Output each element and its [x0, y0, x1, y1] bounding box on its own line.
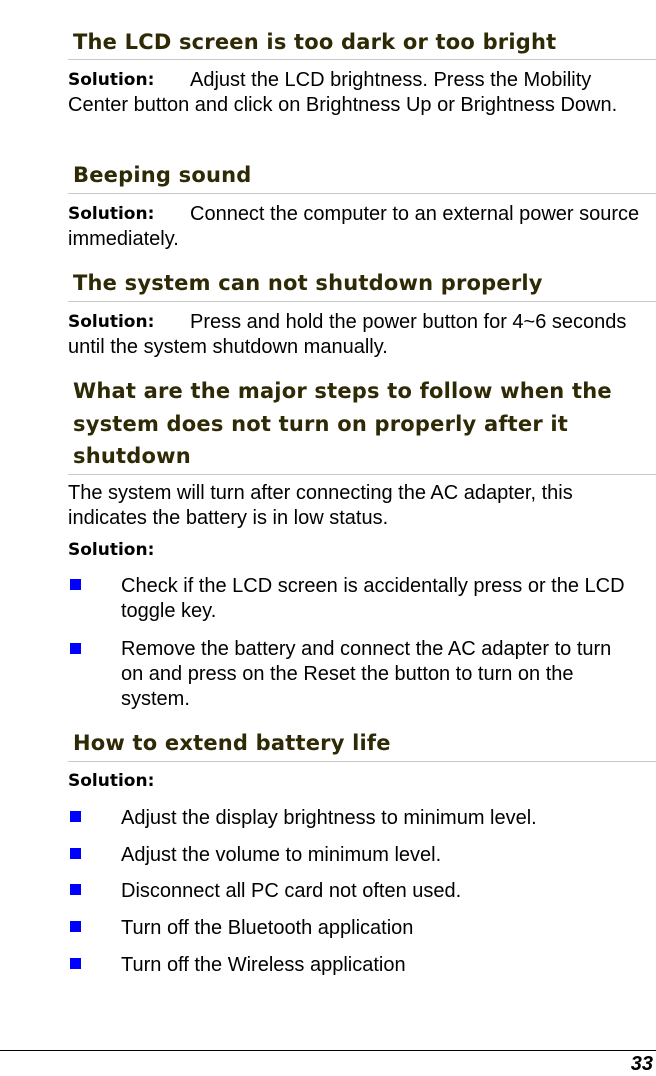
- solution-label: Solution:: [68, 312, 155, 332]
- bullet-marker: [70, 884, 81, 895]
- section-divider: [68, 193, 656, 194]
- section-divider: [68, 474, 656, 475]
- bullet-item: Turn off the Wireless application: [121, 954, 406, 976]
- solution-label: Solution:: [68, 204, 155, 224]
- solution-text-beeping: Connect the computer to an external power source immediately.: [68, 203, 640, 250]
- footer-divider: [0, 1050, 656, 1051]
- bullet-item: Check if the LCD screen is accidentally press or the LCD toggle key.: [121, 575, 625, 622]
- bullet-marker: [70, 579, 81, 590]
- bullet-item: Remove the battery and connect the AC adapter to turn on and press on the Reset the button to turn on the system.: [121, 638, 612, 710]
- page-number: 33: [630, 1053, 653, 1075]
- bullet-item: Turn off the Bluetooth application: [121, 917, 414, 939]
- bullet-marker: [70, 958, 81, 969]
- section-heading-major-steps-line1: What are the major steps to follow when the: [73, 379, 612, 403]
- bullet-item: Adjust the display brightness to minimum level.: [121, 807, 537, 829]
- section-description: The system will turn after connecting the AC adapter, this indicates the battery is in low status.: [68, 482, 573, 529]
- section-heading-battery-life: How to extend battery life: [73, 731, 391, 755]
- bullet-item: Adjust the volume to minimum level.: [121, 844, 442, 866]
- bullet-marker: [70, 643, 81, 654]
- section-heading-lcd: The LCD screen is too dark or too bright: [73, 30, 557, 54]
- bullet-marker: [70, 811, 81, 822]
- section-heading-major-steps-line3: shutdown: [73, 444, 191, 468]
- section-heading-shutdown: The system can not shutdown properly: [73, 271, 543, 295]
- section-divider: [68, 761, 656, 762]
- solution-label: Solution:: [68, 70, 155, 90]
- solution-label: Solution:: [68, 540, 155, 560]
- solution-text-shutdown: Press and hold the power button for 4~6 seconds until the system shutdown manually.: [68, 311, 627, 358]
- bullet-item: Disconnect all PC card not often used.: [121, 880, 462, 902]
- solution-text-lcd: Adjust the LCD brightness. Press the Mobility Center button and click on Brightness Up or Brightness Down.: [68, 69, 618, 116]
- section-heading-beeping: Beeping sound: [73, 163, 252, 187]
- solution-label: Solution:: [68, 771, 155, 791]
- section-divider: [68, 301, 656, 302]
- section-heading-major-steps-line2: system does not turn on properly after it: [73, 412, 569, 436]
- bullet-marker: [70, 848, 81, 859]
- bullet-marker: [70, 921, 81, 932]
- section-divider: [68, 59, 656, 60]
